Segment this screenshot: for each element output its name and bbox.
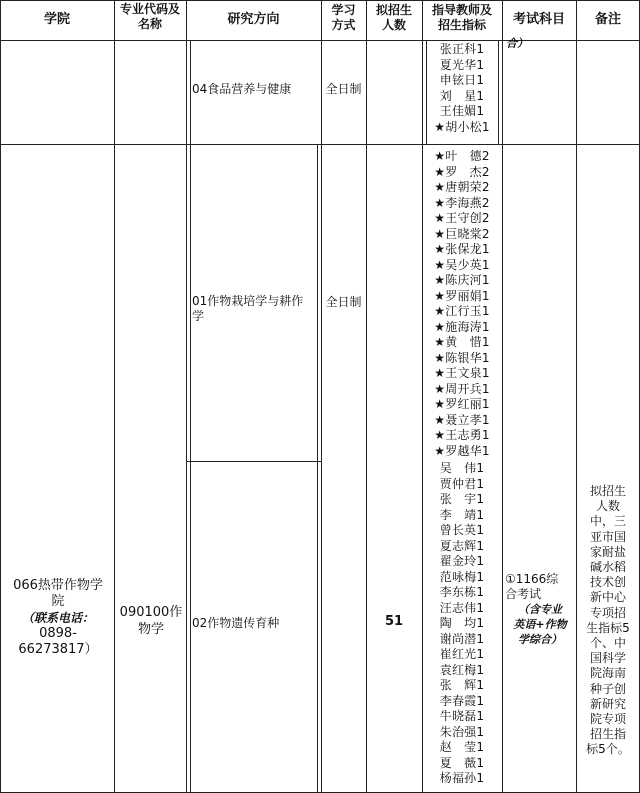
notes-line: 专项招 bbox=[589, 605, 626, 620]
notes-cell bbox=[577, 484, 639, 758]
notes-line: 院专项 bbox=[589, 712, 626, 727]
exam-hand-line1: （含专业 bbox=[518, 603, 562, 616]
exam-line1: ①1166综 bbox=[505, 572, 559, 586]
list-item: ★周开兵1 bbox=[434, 381, 490, 396]
college-name-line1: 066热带作物学 bbox=[13, 578, 103, 593]
header-direction: 研究方向 bbox=[227, 12, 280, 27]
list-item: 袁红梅1 bbox=[439, 662, 485, 677]
list-item: ★罗越华1 bbox=[434, 443, 490, 458]
notes-line: 新中心 bbox=[589, 590, 626, 605]
list-item: 夏光华1 bbox=[439, 57, 485, 72]
college-phone-line1: （联系电话： bbox=[21, 611, 94, 625]
list-item: ★黄 惜1 bbox=[434, 335, 490, 349]
list-item: ★罗丽娟1 bbox=[434, 288, 490, 303]
col-line-6 bbox=[502, 0, 503, 793]
list-item: ★张保龙1 bbox=[434, 242, 490, 256]
list-item: 牛晓磊1 bbox=[439, 709, 485, 723]
notes-line: 亚市国 bbox=[589, 529, 626, 544]
col-line-0 bbox=[0, 0, 1, 793]
dir-box-left bbox=[190, 40, 191, 144]
row-divider-crop bbox=[186, 461, 321, 462]
direction-crop-line1: 01作物栽培学与耕作 bbox=[192, 294, 304, 308]
list-item: 吴 伟1 bbox=[439, 461, 485, 475]
list-item: ★施海涛1 bbox=[434, 319, 490, 334]
notes-line: 标5个。 bbox=[586, 742, 630, 757]
header-college: 学院 bbox=[43, 12, 70, 27]
list-item: 陶 均1 bbox=[439, 616, 485, 630]
list-item: ★李海燕2 bbox=[434, 195, 490, 210]
list-item: 李东栋1 bbox=[439, 585, 485, 599]
header-quota-line2: 人数 bbox=[381, 18, 406, 32]
list-item: ★王文泉1 bbox=[434, 366, 490, 380]
mode-food: 全日制 bbox=[325, 82, 362, 96]
list-item: ★江行玉1 bbox=[434, 304, 490, 318]
notes-line: 碱水稻 bbox=[589, 560, 626, 575]
notes-line: 人数 bbox=[595, 499, 620, 514]
teacher-list-food bbox=[426, 42, 498, 135]
exam-cell bbox=[505, 572, 575, 647]
list-item: 夏 薇1 bbox=[439, 755, 485, 770]
list-item: ★吴少英1 bbox=[434, 257, 490, 272]
header-major-line2: 名称 bbox=[137, 17, 162, 31]
major-cell bbox=[116, 604, 186, 638]
list-item: 汪志伟1 bbox=[439, 600, 485, 615]
mode-crop: 全日制 bbox=[325, 295, 362, 309]
list-item: 崔红光1 bbox=[439, 647, 485, 661]
header-major bbox=[114, 2, 186, 40]
direction-breeding: 02作物遗传育种 bbox=[192, 616, 280, 630]
list-item: 李 靖1 bbox=[439, 507, 485, 522]
list-item: ★聂立孝1 bbox=[434, 412, 490, 427]
notes-line: 家耐盐 bbox=[589, 544, 626, 559]
list-item: 申铉日1 bbox=[439, 73, 485, 87]
list-item: 张 宇1 bbox=[439, 492, 485, 506]
list-item: ★胡小松1 bbox=[434, 119, 490, 134]
col-line-4 bbox=[366, 0, 367, 793]
notes-line: 新研究 bbox=[589, 696, 626, 711]
notes-line: 中，三 bbox=[589, 514, 626, 529]
list-item: ★罗 杰2 bbox=[434, 164, 490, 179]
header-notes: 备注 bbox=[594, 12, 621, 27]
list-item: 翟金玲1 bbox=[439, 554, 485, 568]
teacher-list-crop bbox=[422, 149, 502, 459]
header-mode-line1: 学习 bbox=[331, 3, 356, 17]
direction-crop bbox=[192, 294, 316, 324]
header-mode-line2: 方式 bbox=[331, 18, 356, 32]
list-item: ★巨晓棠2 bbox=[434, 226, 490, 241]
notes-line: 国科学 bbox=[589, 651, 626, 666]
list-item: 赵 莹1 bbox=[439, 740, 485, 754]
notes-line: 招生指 bbox=[589, 727, 626, 742]
exam-line2: 合考试 bbox=[505, 587, 542, 601]
list-item: 张正科1 bbox=[439, 42, 485, 56]
dir-box-right bbox=[317, 144, 318, 793]
list-item: 杨福孙1 bbox=[439, 771, 485, 785]
row-divider-food bbox=[0, 144, 640, 145]
notes-line: 生指标5 bbox=[586, 620, 630, 635]
major-name-line2: 物学 bbox=[137, 622, 164, 637]
college-phone-line3: 66273817） bbox=[18, 642, 98, 657]
notes-line: 技术创 bbox=[589, 575, 626, 590]
header-quota bbox=[366, 3, 422, 40]
header-mode bbox=[321, 3, 366, 40]
list-item: 刘 星1 bbox=[439, 88, 485, 103]
major-name-line1: 090100作 bbox=[119, 605, 183, 620]
college-cell bbox=[4, 578, 112, 658]
header-teacher-line1: 指导教师及 bbox=[431, 3, 492, 17]
notes-line: 个、中 bbox=[589, 636, 626, 651]
header-major-line1: 专业代码及 bbox=[119, 2, 180, 16]
teacher-list-breeding bbox=[422, 461, 502, 787]
list-item: 张 辉1 bbox=[439, 678, 485, 692]
list-item: ★陈银华1 bbox=[434, 350, 490, 365]
list-item: 李春霞1 bbox=[439, 693, 485, 708]
list-item: ★陈庆河1 bbox=[434, 273, 490, 287]
list-item: ★罗红丽1 bbox=[434, 397, 490, 411]
col-line-3 bbox=[321, 0, 322, 793]
notes-line: 拟招生 bbox=[589, 484, 626, 498]
exam-fragment-top: 合） bbox=[506, 37, 528, 48]
exam-hand-line2: 英语+作物 bbox=[513, 618, 567, 631]
list-item: 王佳媚1 bbox=[439, 104, 485, 118]
college-name-line2: 院 bbox=[51, 594, 65, 609]
list-item: 谢尚潜1 bbox=[439, 631, 485, 646]
list-item: 曾长英1 bbox=[439, 523, 485, 537]
header-quota-line1: 拟招生 bbox=[375, 3, 412, 17]
quota-cell: 51 bbox=[384, 614, 404, 629]
header-teacher bbox=[422, 3, 502, 40]
exam-hand-line3: 学综合） bbox=[518, 633, 562, 646]
notes-line: 种子创 bbox=[589, 681, 626, 696]
teacher-box-right bbox=[498, 40, 499, 144]
list-item: ★王志勇1 bbox=[434, 428, 490, 442]
header-teacher-line2: 招生指标 bbox=[437, 18, 486, 32]
list-item: 夏志辉1 bbox=[439, 538, 485, 553]
list-item: 范咏梅1 bbox=[439, 569, 485, 584]
college-phone-line2: 0898- bbox=[39, 626, 77, 641]
list-item: 朱治强1 bbox=[439, 724, 485, 739]
col-line-2 bbox=[186, 0, 187, 793]
direction-food: 04食品营养与健康 bbox=[192, 82, 292, 96]
dir-box-left-2 bbox=[190, 144, 191, 793]
header-exam: 考试科目 bbox=[512, 12, 565, 27]
list-item: 贾仲君1 bbox=[439, 476, 485, 491]
notes-line: 院海南 bbox=[589, 666, 626, 681]
list-item: ★叶 德2 bbox=[434, 149, 490, 163]
direction-crop-line2: 学 bbox=[192, 309, 205, 323]
list-item: ★王守创2 bbox=[434, 211, 490, 225]
col-line-1 bbox=[114, 0, 115, 793]
list-item: ★唐朝荣2 bbox=[434, 180, 490, 194]
